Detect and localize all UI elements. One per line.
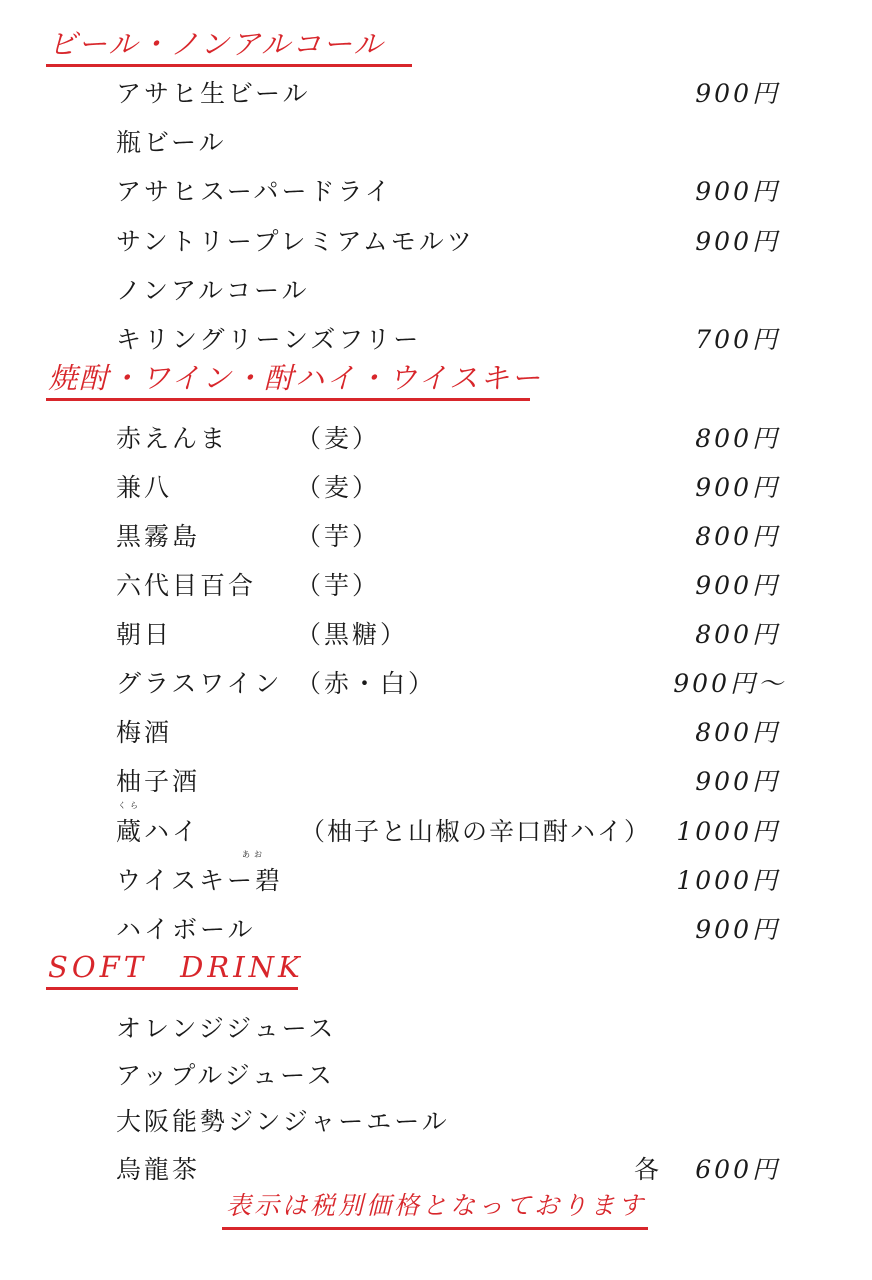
item-name: ノンアルコール <box>116 276 310 305</box>
section-heading-soft-text: SOFT DRINK <box>48 950 304 984</box>
menu-item <box>0 910 872 950</box>
tax-notice-text: 表示は税別価格となっております <box>226 1191 647 1220</box>
item-name: 梅酒 <box>116 718 173 747</box>
item-price: 700円 <box>695 325 780 354</box>
each-label: 各 <box>634 1155 660 1184</box>
section-heading-shochu <box>48 361 542 395</box>
item-name: アサヒ生ビール <box>116 79 311 108</box>
item-name: グラスワイン <box>116 669 283 698</box>
item-note: （柚子と山椒の辛口酎ハイ） <box>300 817 652 846</box>
menu-item <box>0 517 872 557</box>
item-note: （芋） <box>296 571 381 600</box>
item-name: サントリープレミアムモルツ <box>116 227 475 256</box>
item-name: ハイボール <box>116 915 256 944</box>
menu-item <box>0 664 872 704</box>
menu-item <box>0 320 872 360</box>
item-name: 黒霧島 <box>116 522 201 551</box>
menu-item <box>0 850 872 901</box>
item-note: （芋） <box>296 522 381 551</box>
item-name: 大阪能勢ジンジャーエール <box>116 1107 450 1136</box>
item-price: 800円 <box>695 620 780 649</box>
item-price: 900円 <box>695 177 780 206</box>
section-heading-beer-text: ビール・ノンアルコール <box>48 27 385 61</box>
item-price: 900円 <box>695 767 780 796</box>
menu-item <box>0 123 872 163</box>
item-price: 900円 <box>695 571 780 600</box>
menu-item <box>0 801 872 852</box>
item-name: アップルジュース <box>116 1061 335 1090</box>
item-name: ウイスキー碧 <box>116 866 284 895</box>
item-price: 900円 <box>695 79 780 108</box>
item-price: 1000円 <box>676 866 780 895</box>
menu-item <box>0 566 872 606</box>
item-note: （赤・白） <box>296 669 437 698</box>
menu-item <box>0 762 872 802</box>
item-note: （黒糖） <box>296 620 409 649</box>
item-price: 800円 <box>695 718 780 747</box>
item-price: 800円 <box>695 424 780 453</box>
heading-underline <box>46 64 412 67</box>
item-ruby: あお <box>242 850 266 859</box>
tax-notice <box>226 1186 646 1222</box>
item-name: 六代目百合 <box>116 571 257 600</box>
menu-item <box>0 615 872 655</box>
heading-underline <box>46 987 298 990</box>
item-name: 赤えんま <box>116 424 229 453</box>
item-price: 900円 <box>695 227 780 256</box>
item-name: 柚子酒 <box>116 767 201 796</box>
menu-item <box>0 468 872 508</box>
item-price: 800円 <box>695 522 780 551</box>
menu-item <box>0 713 872 753</box>
footer-underline <box>222 1227 648 1230</box>
menu-item <box>0 419 872 459</box>
menu-item <box>0 271 872 311</box>
section-heading-shochu-text: 焼酎・ワイン・酎ハイ・ウイスキー <box>48 361 542 395</box>
item-price: 1000円 <box>676 817 780 846</box>
item-price: 600円 <box>695 1155 780 1184</box>
item-price: 900円 <box>695 473 780 502</box>
heading-underline <box>46 398 530 401</box>
item-name: アサヒスーパードライ <box>116 177 393 206</box>
menu-item <box>0 1056 872 1096</box>
section-heading-soft <box>48 950 304 984</box>
item-ruby: くら <box>118 801 142 810</box>
item-name: オレンジジュース <box>116 1014 337 1043</box>
menu-item <box>0 74 872 114</box>
section-heading-beer <box>48 27 385 61</box>
menu-item <box>0 172 872 212</box>
item-name: 兼八 <box>116 473 173 502</box>
item-note: （麦） <box>296 473 381 502</box>
item-name: キリングリーンズフリー <box>116 325 422 354</box>
menu-item <box>0 222 872 262</box>
item-price: 900円～ <box>673 669 786 698</box>
item-name: 瓶ビール <box>116 128 227 157</box>
item-name: 朝日 <box>116 620 173 649</box>
item-name: 烏龍茶 <box>116 1155 201 1184</box>
menu-item <box>0 1150 872 1190</box>
menu-item <box>0 1009 872 1049</box>
item-price: 900円 <box>695 915 780 944</box>
item-name: 蔵ハイ <box>116 817 201 846</box>
menu-item <box>0 1102 872 1142</box>
item-note: （麦） <box>296 424 381 453</box>
